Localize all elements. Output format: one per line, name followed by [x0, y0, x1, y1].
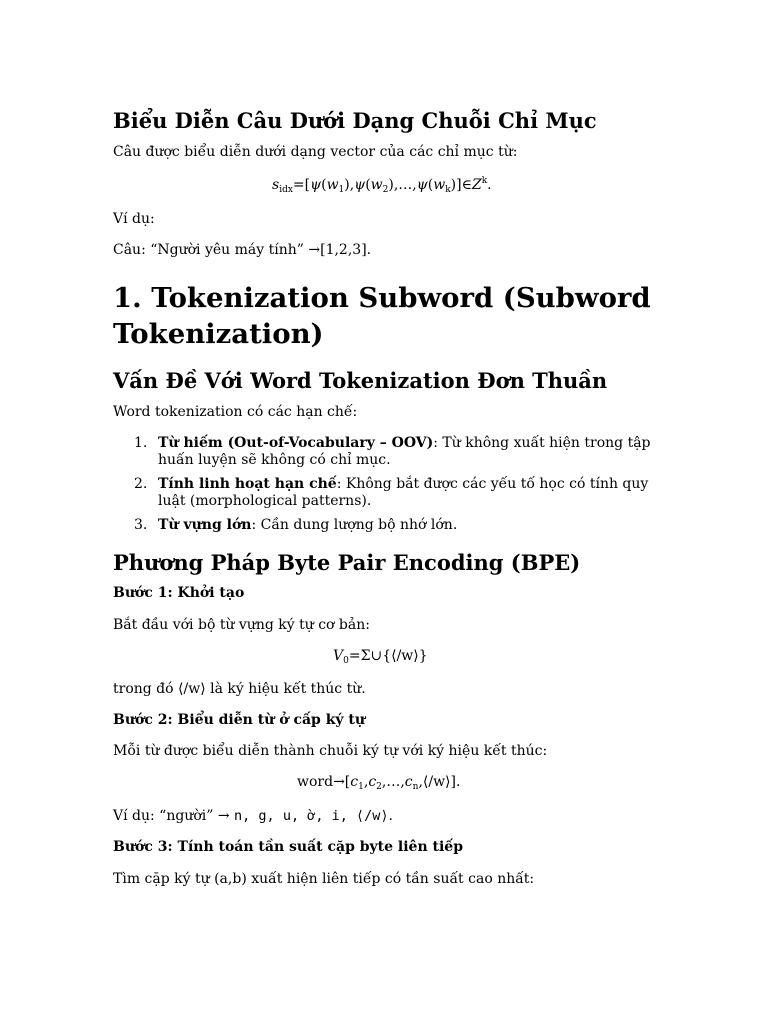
step-title: Bước 2: Biểu diễn từ ở cấp ký tự [113, 712, 366, 728]
paragraph: Bắt đầu với bộ từ vựng ký tự cơ bản: [113, 617, 370, 633]
formula-vocab-init: $V_0=\Sigma\cup\{⟨/w⟩\}$ [333, 648, 428, 666]
paragraph: Word tokenization có các hạn chế: [113, 404, 358, 420]
formula-sentence-index: $s_{idx}=[\psi(w_1),\psi(w_2),\dots,\psi(w_k)]\in Z^k$. [272, 176, 492, 195]
paragraph: Tìm cặp ký tự (a,b) xuất hiện liên tiếp có tần suất cao nhất: [113, 871, 535, 887]
example-label: Ví dụ: [113, 211, 155, 227]
main-heading: 1. Tokenization Subword (Subword Tokenization) [113, 282, 651, 350]
subsection-heading: Vấn Đề Với Word Tokenization Đơn Thuần [113, 368, 608, 393]
list-item: 2. Tính linh hoạt hạn chế: Không bắt được các yếu tố học có tính quy luật (morphological patterns). [134, 476, 649, 509]
paragraph: trong đó ⟨/w⟩ là ký hiệu kết thúc từ. [113, 681, 366, 697]
list-item: 1. Từ hiếm (Out-of-Vocabulary – OOV): Từ không xuất hiện trong tập huấn luyện sẽ không có chỉ mục. [134, 435, 651, 468]
example-word: Ví dụ: “người” → n, g, u, ờ, i, ⟨/w⟩. [113, 808, 393, 824]
paragraph: Mỗi từ được biểu diễn thành chuỗi ký tự với ký hiệu kết thúc: [113, 743, 548, 759]
list-item: 3. Từ vựng lớn: Cần dung lượng bộ nhớ lớn. [134, 517, 458, 533]
formula-word-chars: $word\to[c_1,c_2,\dots,c_n,⟨/w⟩]$. [297, 774, 461, 792]
subsection-heading: Phương Pháp Byte Pair Encoding (BPE) [113, 550, 581, 575]
paragraph: Câu được biểu diễn dưới dạng vector của các chỉ mục từ: [113, 144, 518, 160]
step-title: Bước 3: Tính toán tần suất cặp byte liên tiếp [113, 839, 463, 855]
step-title: Bước 1: Khởi tạo [113, 585, 245, 601]
example-sentence: Câu: “Người yêu máy tính” →[1,2,3]. [113, 242, 372, 258]
section-heading: Biểu Diễn Câu Dưới Dạng Chuỗi Chỉ Mục [113, 108, 597, 133]
